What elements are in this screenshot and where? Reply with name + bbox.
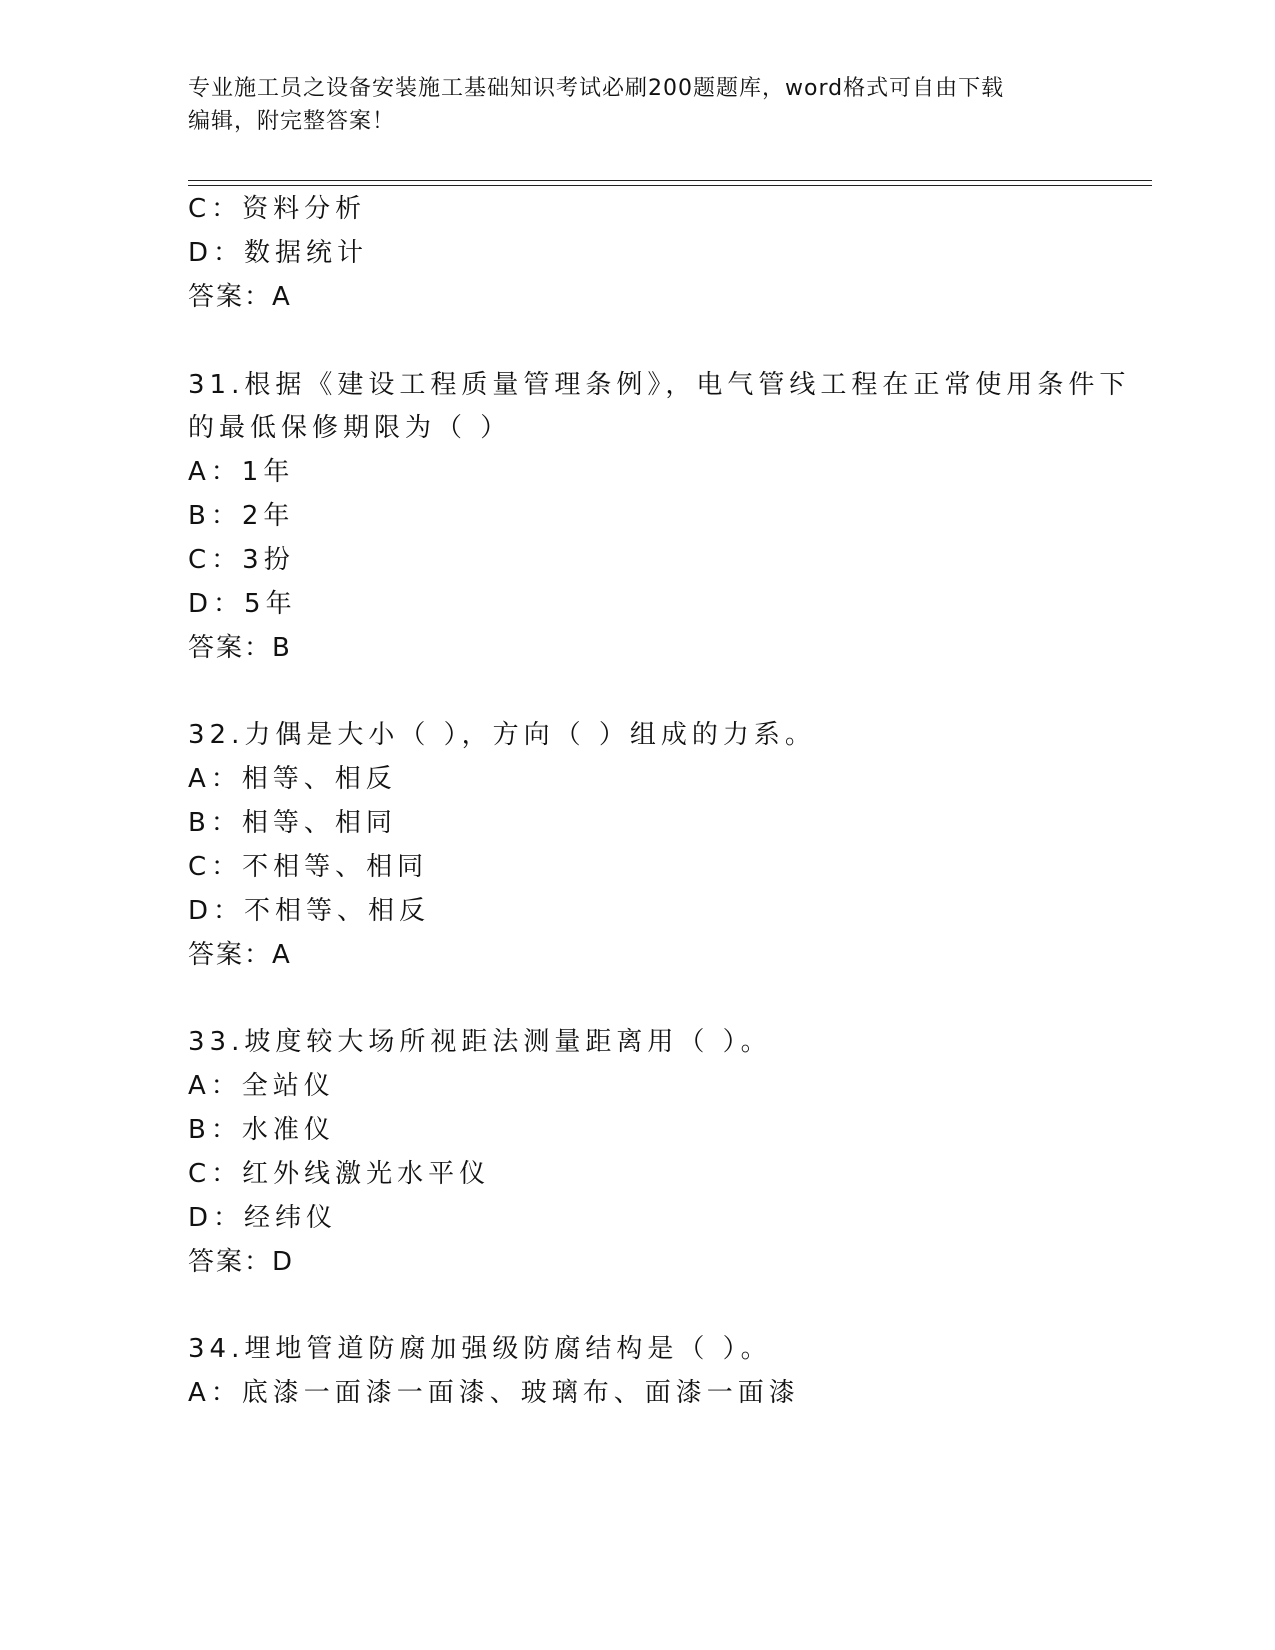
q32-answer: 答案：A bbox=[188, 940, 292, 970]
q33-stem: 33.坡度较大场所视距法测量距离用（ ）。 bbox=[188, 1027, 772, 1057]
q31-answer: 答案：B bbox=[188, 633, 292, 663]
q30-answer: 答案：A bbox=[188, 282, 292, 312]
q34-option-a: A：底漆一面漆一面漆、玻璃布、面漆一面漆 bbox=[188, 1378, 800, 1408]
q33-option-d: D：经纬仪 bbox=[188, 1203, 338, 1233]
q32-stem: 32.力偶是大小（ ），方向（ ）组成的力系。 bbox=[188, 720, 816, 750]
q32-option-a: A：相等、相反 bbox=[188, 764, 397, 794]
q31-stem-line-1: 31.根据《建设工程质量管理条例》，电气管线工程在正常使用条件下 bbox=[188, 370, 1131, 400]
q30-option-c: C：资料分析 bbox=[188, 194, 367, 224]
header-title-line-1: 专业施工员之设备安装施工基础知识考试必刷200题题库，word格式可自由下载 bbox=[188, 76, 1005, 101]
q32-option-d: D：不相等、相反 bbox=[188, 896, 431, 926]
q31-stem-line-2: 的最低保修期限为（ ） bbox=[188, 413, 512, 443]
q31-option-d: D：5年 bbox=[188, 589, 297, 619]
document-header bbox=[188, 72, 1088, 138]
q32-option-b: B：相等、相同 bbox=[188, 808, 397, 838]
header-title-line-2: 编辑，附完整答案！ bbox=[188, 109, 396, 134]
header-divider-top bbox=[188, 180, 1152, 181]
q31-option-c: C：3扮 bbox=[188, 545, 295, 575]
q31-option-a: A：1年 bbox=[188, 457, 295, 487]
q34-stem: 34.埋地管道防腐加强级防腐结构是（ ）。 bbox=[188, 1334, 772, 1364]
q33-option-b: B：水准仪 bbox=[188, 1115, 335, 1145]
q30-option-d: D：数据统计 bbox=[188, 238, 369, 268]
q33-option-c: C：红外线激光水平仪 bbox=[188, 1159, 491, 1189]
q32-option-c: C：不相等、相同 bbox=[188, 852, 429, 882]
header-divider-bottom bbox=[188, 185, 1152, 186]
q33-answer: 答案：D bbox=[188, 1247, 295, 1277]
q31-option-b: B：2年 bbox=[188, 501, 295, 531]
q33-option-a: A：全站仪 bbox=[188, 1071, 335, 1101]
